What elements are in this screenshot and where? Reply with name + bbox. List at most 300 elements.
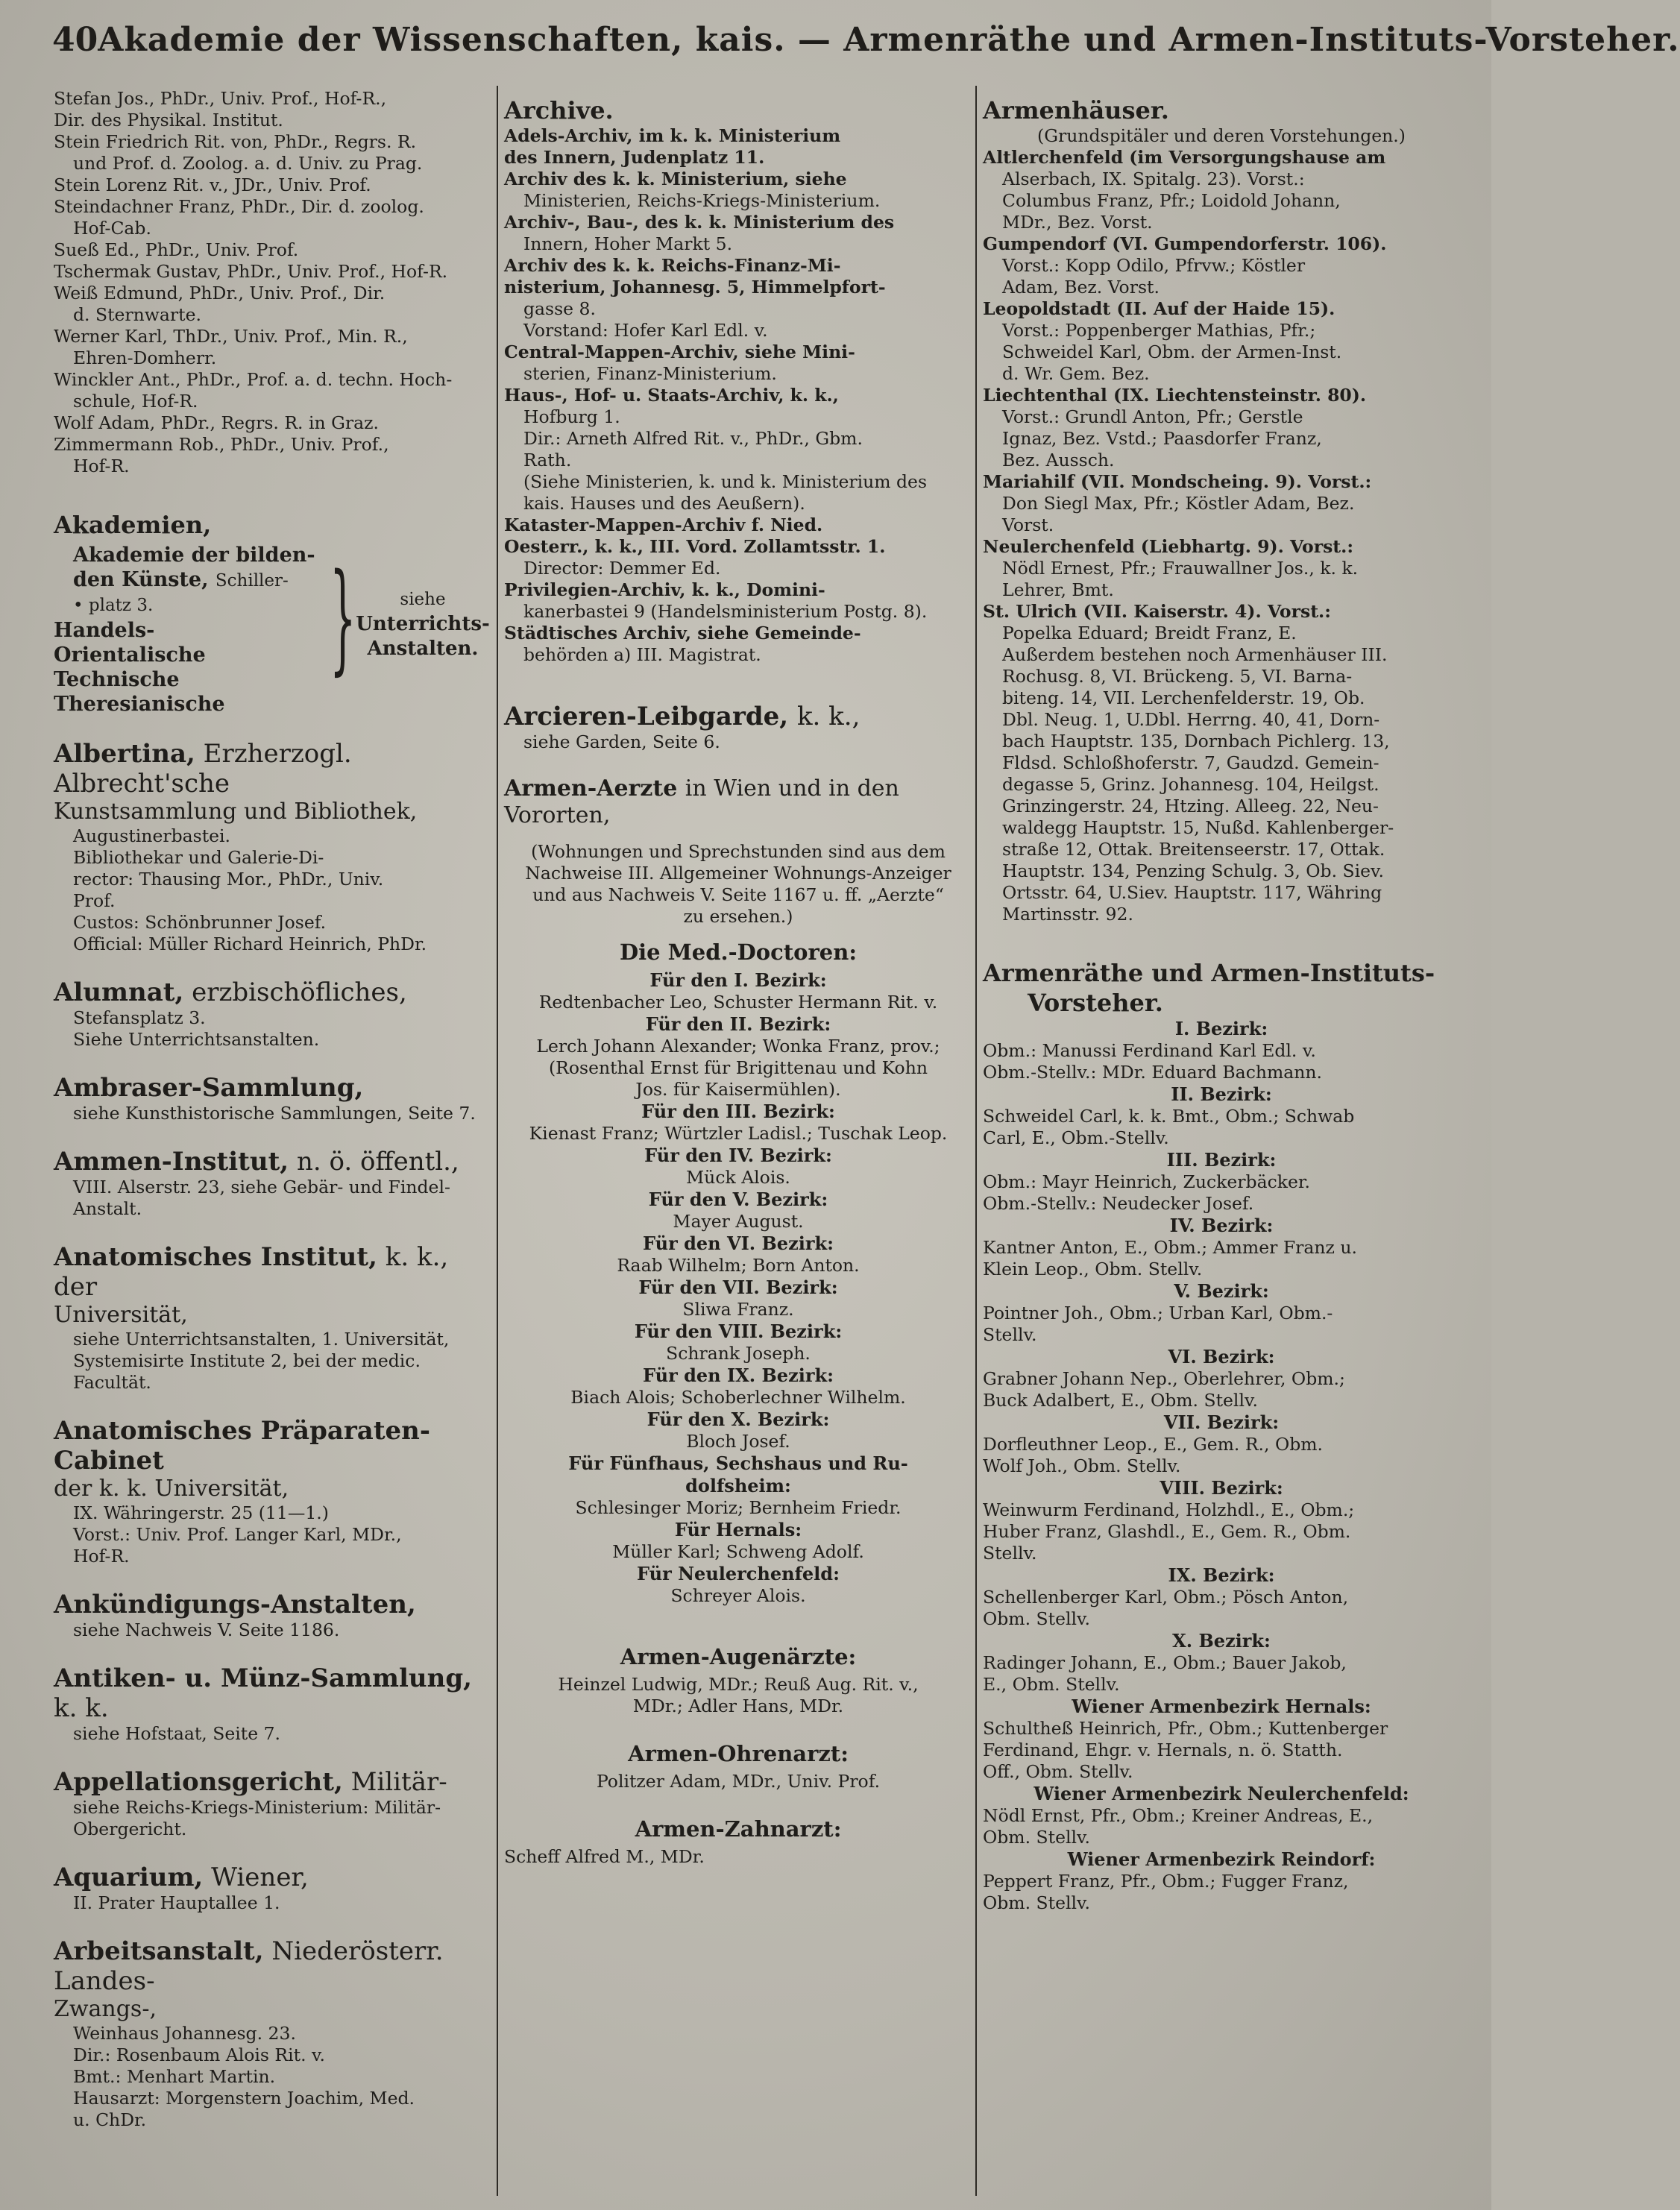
text-line: Sueß Ed., PhDr., Univ. Prof. [54, 239, 299, 260]
district-line: Weinwurm Ferdinand, Holzhdl., E., Obm.; [983, 1499, 1355, 1520]
spacer [54, 1394, 494, 1405]
district-heading: Für den V. Bezirk: [648, 1189, 828, 1210]
spacer [54, 1641, 494, 1653]
archive-list [504, 125, 972, 666]
column-middle [504, 88, 972, 2198]
spacer [54, 1745, 494, 1757]
district-block [504, 969, 972, 1013]
district-line: Bloch Josef. [686, 1431, 790, 1452]
district-heading: Für den VII. Bezirk: [638, 1276, 838, 1298]
archive-line: behörden a) III. Magistrat. [523, 644, 761, 665]
armenhaus-line: Ignaz, Bez. Vstd.; Paasdorfer Franz, [1002, 428, 1322, 449]
entry-line: siehe Hofstaat, Seite 7. [73, 1723, 281, 1744]
akademien-item: Akademie der bilden- [73, 544, 315, 567]
archive-line: gasse 8. [523, 298, 596, 319]
akademien-item: Orientalische [54, 643, 206, 667]
district-heading: III. Bezirk: [1166, 1149, 1277, 1171]
entry-heading [54, 1767, 494, 1797]
district-line: Obm.: Manussi Ferdinand Karl Edl. v. [983, 1040, 1316, 1061]
entry-line: Prof. [73, 890, 116, 911]
entry-line: siehe Nachweis V. Seite 1186. [73, 1619, 340, 1640]
district-block [983, 1280, 1460, 1346]
entry-title: Appellationsgericht, [54, 1767, 343, 1797]
entry-heading [54, 739, 494, 799]
spacer [54, 1220, 494, 1232]
directory-entry [54, 1840, 494, 1914]
entry-title-rest: n. ö. öffentl., [289, 1147, 459, 1177]
text-line: Ehren-Domherr. [73, 347, 217, 368]
entry-line: II. Prater Hauptallee 1. [73, 1892, 280, 1913]
spacer [54, 1914, 494, 1926]
armenhaus-line: Rochusg. 8, VI. Brückeng. 5, VI. Barna- [1002, 666, 1353, 687]
archive-line: Kataster-Mappen-Archiv f. Nied. [504, 514, 823, 535]
text-line: Dir. des Physikal. Institut. [54, 110, 283, 130]
district-line: Schweidel Carl, k. k. Bmt., Obm.; Schwab [983, 1106, 1355, 1127]
district-line: E., Obm. Stellv. [983, 1674, 1120, 1695]
akademien-item: Handels- [54, 619, 155, 642]
arcieren-line: siehe Garden, Seite 6. [523, 731, 720, 752]
column-rule-right [975, 86, 977, 2196]
district-line: Grabner Johann Nep., Oberlehrer, Obm.; [983, 1368, 1345, 1389]
text-line: Winckler Ant., PhDr., Prof. a. d. techn. Hoch- [54, 369, 453, 390]
district-line: (Rosenthal Ernst für Brigittenau und Kohn [549, 1057, 928, 1078]
district-block [504, 1276, 972, 1320]
augen-heading: Armen-Augenärzte: [620, 1644, 857, 1669]
district-block [504, 1232, 972, 1276]
armenhaus-line: Lehrer, Bmt. [1002, 579, 1114, 600]
arcieren-entry: Arcieren-Leibgarde, k. k., [504, 702, 861, 731]
district-block [504, 1408, 972, 1452]
district-block [983, 1564, 1460, 1630]
entry-line: Bmt.: Menhart Martin. [73, 2066, 276, 2087]
district-heading: Wiener Armenbezirk Reindorf: [1067, 1848, 1376, 1870]
armenhaeuser-list [983, 125, 1460, 925]
district-line: Dorfleuthner Leop., E., Gem. R., Obm. [983, 1434, 1324, 1455]
district-heading: VIII. Bezirk: [1160, 1477, 1283, 1499]
entry-title: Antiken- u. Münz-Sammlung, [54, 1663, 472, 1693]
district-block [504, 1013, 972, 1101]
directory-entry [54, 1745, 494, 1840]
text-line: Werner Karl, ThDr., Univ. Prof., Min. R., [54, 326, 408, 347]
entry-line: Vorst.: Univ. Prof. Langer Karl, MDr., [73, 1524, 402, 1545]
district-line: Ferdinand, Ehgr. v. Hernals, n. ö. Statth. [983, 1740, 1343, 1760]
armenhaeuser-heading: Armenhäuser. [983, 96, 1169, 125]
district-line: Biach Alois; Schoberlechner Wilhelm. [570, 1387, 906, 1408]
district-block [504, 1563, 972, 1607]
district-heading: Für den III. Bezirk: [641, 1101, 835, 1122]
district-line: Wolf Joh., Obm. Stellv. [983, 1455, 1181, 1476]
column-rule-left [497, 86, 498, 2196]
entry-title-rest: k. k. [54, 1693, 109, 1723]
entry-line: Hof-R. [73, 1546, 130, 1567]
entry-title-rest: Erzherzogl. Albrecht'sche [54, 739, 352, 799]
armenhaus-line: Vorst.: Kopp Odilo, Pfrvw.; Köstler [1002, 255, 1306, 276]
entry-heading [54, 1147, 494, 1177]
text-line: Zimmermann Rob., PhDr., Univ. Prof., [54, 434, 389, 455]
page-number: 40 [52, 21, 98, 59]
armenhaus-line: Vorst.: Grundl Anton, Pfr.; Gerstle [1002, 406, 1303, 427]
district-line: Schreyer Alois. [670, 1585, 806, 1606]
akademien-list [54, 543, 330, 717]
entry-line: Official: Müller Richard Heinrich, PhDr. [73, 934, 427, 954]
entry-line: Systemisirte Institute 2, bei der medic. [73, 1350, 421, 1371]
entries-list [54, 717, 494, 2131]
armenhaus-line: Schweidel Karl, Obm. der Armen-Inst. [1002, 341, 1342, 362]
note-line: Nachweise III. Allgemeiner Wohnungs-Anzeiger [525, 863, 951, 884]
armenhaus-line: Adam, Bez. Vorst. [1002, 277, 1160, 298]
armenhaus-line: Alserbach, IX. Spitalg. 23). Vorst.: [1002, 169, 1305, 189]
doctor-line: MDr.; Adler Hans, MDr. [632, 1696, 844, 1716]
spacer [54, 955, 494, 967]
armenhaus-line: St. Ulrich (VII. Kaiserstr. 4). Vorst.: [983, 601, 1331, 622]
district-line: Off., Obm. Stellv. [983, 1761, 1133, 1782]
district-block [983, 1346, 1460, 1411]
armenhaus-line: Popelka Eduard; Breidt Franz, E. [1002, 623, 1297, 643]
entry-line: rector: Thausing Mor., PhDr., Univ. [73, 869, 384, 890]
district-heading: Für den I. Bezirk: [649, 969, 827, 991]
armenhaus-line: Außerdem bestehen noch Armenhäuser III. [1002, 644, 1388, 665]
district-block [983, 1630, 1460, 1696]
entry-line: siehe Kunsthistorische Sammlungen, Seite 7. [73, 1103, 476, 1124]
armenhaus-line: Vorst.: Poppenberger Mathias, Pfr.; [1002, 320, 1316, 341]
entry-line: Custos: Schönbrunner Josef. [73, 912, 327, 933]
entry-line: Anstalt. [73, 1198, 142, 1219]
directory-entry [54, 1394, 494, 1567]
entry-line: Weinhaus Johannesg. 23. [73, 2023, 296, 2044]
entry-line: Stefansplatz 3. [73, 1007, 206, 1028]
district-line: Mayer August. [673, 1211, 804, 1232]
akademien-item: Theresianische [54, 693, 225, 716]
text-line: Hof-Cab. [73, 218, 151, 239]
armenhaus-line: Dbl. Neug. 1, U.Dbl. Herrng. 40, 41, Dorn- [1002, 709, 1380, 730]
doctor-line: Scheff Alfred M., MDr. [504, 1846, 705, 1867]
entry-line: Kunstsammlung und Bibliothek, [54, 799, 418, 825]
entry-title: Albertina, [54, 739, 195, 769]
archive-line: Privilegien-Archiv, k. k., Domini- [504, 579, 825, 600]
entry-line: VIII. Alserstr. 23, siehe Gebär- und Findel- [73, 1177, 450, 1197]
aerzte-entry: Armen-Aerzte in Wien und in den [504, 775, 899, 802]
text-line: Stein Friedrich Rit. von, PhDr., Regrs. R. [54, 131, 417, 152]
entry-title: Ammen-Institut, [54, 1147, 289, 1177]
district-line: Obm.-Stellv.: Neudecker Josef. [983, 1193, 1254, 1214]
arcieren-title: Arcieren-Leibgarde, [504, 702, 789, 731]
armenraethe-heading: Armenräthe und Armen-Instituts- Vorsteher. [983, 959, 1435, 1017]
district-line: Müller Karl; Schweng Adolf. [612, 1541, 864, 1562]
district-block [983, 1848, 1460, 1914]
district-heading: dolfsheim: [685, 1475, 791, 1496]
armenhaus-line: Altlerchenfeld (im Versorgungshause am [983, 147, 1386, 168]
armenhaus-line: waldegg Hauptstr. 15, Nußd. Kahlenberger- [1002, 817, 1394, 838]
district-line: Obm. Stellv. [983, 1892, 1090, 1913]
district-line: Redtenbacher Leo, Schuster Hermann Rit. v. [538, 992, 938, 1013]
district-heading: V. Bezirk: [1174, 1280, 1269, 1302]
directory-entry [54, 1051, 494, 1124]
archive-line: Ministerien, Reichs-Kriegs-Ministerium. [523, 190, 881, 211]
armenhaus-line: Gumpendorf (VI. Gumpendorferstr. 106). [983, 233, 1387, 254]
entry-title: Ankündigungs-Anstalten, [54, 1590, 416, 1619]
entry-title-rest: Niederösterr. Landes- [54, 1936, 444, 1996]
armenhaus-line: Columbus Franz, Pfr.; Loidold Johann, [1002, 190, 1341, 211]
archive-line: Archiv-, Bau-, des k. k. Ministerium des [504, 212, 895, 233]
district-heading: VI. Bezirk: [1168, 1346, 1275, 1367]
district-block [504, 1189, 972, 1232]
aerzte-note [504, 841, 972, 928]
archive-line: Archiv des k. k. Reichs-Finanz-Mi- [504, 255, 841, 276]
akademien-item: den Künste, [73, 568, 209, 591]
district-heading: Für den VI. Bezirk: [643, 1232, 834, 1254]
archive-line: kais. Hauses und des Aeußern). [523, 493, 805, 514]
spacer [54, 1567, 494, 1579]
armenhaus-line: straße 12, Ottak. Breitenseerstr. 17, Ottak. [1002, 839, 1385, 860]
text-line: Weiß Edmund, PhDr., Univ. Prof., Dir. [54, 283, 386, 303]
entry-heading [54, 1073, 494, 1103]
district-block [983, 1783, 1460, 1848]
directory-entry [54, 1220, 494, 1394]
archive-line: Archiv des k. k. Ministerium, siehe [504, 169, 847, 189]
district-line: Schlesinger Moriz; Bernheim Friedr. [575, 1497, 902, 1518]
district-line: Schrank Joseph. [666, 1343, 811, 1364]
entry-line: siehe Unterrichtsanstalten, 1. Universität, [73, 1329, 450, 1350]
district-block [504, 1320, 972, 1364]
archive-line: des Innern, Judenplatz 11. [504, 147, 765, 168]
district-block [983, 1696, 1460, 1783]
entry-title: Alumnat, [54, 978, 184, 1007]
archive-line: Innern, Hoher Markt 5. [523, 233, 733, 254]
district-heading: Für den X. Bezirk: [646, 1408, 830, 1430]
entry-title: Arbeitsanstalt, [54, 1936, 264, 1966]
district-line: Kienast Franz; Würtzler Ladisl.; Tuschak Leop. [529, 1123, 948, 1144]
akademien-item: Technische [54, 668, 180, 691]
entry-line: u. ChDr. [73, 2109, 147, 2130]
district-heading: Wiener Armenbezirk Hernals: [1072, 1696, 1371, 1717]
archive-line: Städtisches Archiv, siehe Gemeinde- [504, 623, 861, 643]
archive-line: (Siehe Ministerien, k. und k. Ministerium des [523, 471, 928, 492]
district-line: Raab Wilhelm; Born Anton. [617, 1255, 860, 1276]
district-heading: Für Neulerchenfeld: [637, 1563, 840, 1584]
entry-line: Siehe Unterrichtsanstalten. [73, 1029, 320, 1050]
district-block [983, 1149, 1460, 1215]
entry-heading [54, 1863, 494, 1892]
entry-title-rest: Militär- [342, 1767, 447, 1797]
district-line: Carl, E., Obm.-Stellv. [983, 1127, 1169, 1148]
archive-line: Rath. [523, 450, 572, 470]
district-block [504, 1145, 972, 1189]
district-line: Stellv. [983, 1324, 1037, 1345]
column-right [983, 88, 1460, 2198]
armenhaus-line: MDr., Bez. Vorst. [1002, 212, 1153, 233]
directory-entry [54, 955, 494, 1051]
district-heading: II. Bezirk: [1171, 1083, 1272, 1105]
district-line: Buck Adalbert, E., Obm. Stellv. [983, 1390, 1258, 1411]
district-block [983, 1083, 1460, 1149]
spacer [54, 1051, 494, 1062]
archive-line: Dir.: Arneth Alfred Rit. v., PhDr., Gbm. [523, 428, 863, 449]
text-line: und Prof. d. Zoolog. a. d. Univ. zu Prag. [73, 153, 423, 174]
archive-line: kanerbastei 9 (Handelsministerium Postg. 8). [523, 601, 928, 622]
entry-line: siehe Reichs-Kriegs-Ministerium: Militär- [73, 1797, 441, 1818]
district-line: Jos. für Kaisermühlen). [635, 1079, 841, 1100]
entry-heading [54, 1416, 494, 1476]
archive-line: Oesterr., k. k., III. Vord. Zollamtsstr. 1. [504, 536, 886, 557]
district-line: Obm.-Stellv.: MDr. Eduard Bachmann. [983, 1062, 1323, 1083]
directory-entry [54, 1124, 494, 1220]
armenhaus-line: Fldsd. Schloßhoferstr. 7, Gaudzd. Gemein- [1002, 752, 1379, 773]
spacer [54, 1840, 494, 1852]
district-line: Radinger Johann, E., Obm.; Bauer Jakob, [983, 1652, 1347, 1673]
med-doctors-heading: Die Med.-Doctoren: [619, 939, 858, 965]
archive-line: nisterium, Johannesg. 5, Himmelpfort- [504, 277, 886, 298]
aerzte-line: Vororten, [504, 802, 611, 828]
armenhaus-line: biteng. 14, VII. Lerchenfelderstr. 19, Ob. [1002, 687, 1365, 708]
armenhaus-line: Ortsstr. 64, U.Siev. Hauptstr. 117, Währing [1002, 882, 1382, 903]
armenhaus-line: (Grundspitäler und deren Vorstehungen.) [1037, 125, 1406, 146]
entry-heading [54, 1242, 494, 1302]
entry-title: Ambraser-Sammlung, [54, 1073, 364, 1103]
zahn-heading: Armen-Zahnarzt: [635, 1816, 842, 1842]
district-heading: Für den II. Bezirk: [645, 1013, 831, 1035]
ohren-heading: Armen-Ohrenarzt: [628, 1741, 849, 1766]
district-heading: VII. Bezirk: [1163, 1411, 1280, 1433]
district-heading: Für den IX. Bezirk: [643, 1364, 834, 1386]
archive-line: Central-Mappen-Archiv, siehe Mini- [504, 341, 855, 362]
district-block [504, 1519, 972, 1563]
doctor-line: Heinzel Ludwig, MDr.; Reuß Aug. Rit. v., [558, 1674, 919, 1695]
district-line: Lerch Johann Alexander; Wonka Franz, prov.; [536, 1036, 940, 1057]
entry-line: Facultät. [73, 1372, 151, 1393]
ohren-list [504, 1771, 972, 1792]
akademien-item-address: • platz 3. [73, 596, 154, 615]
entry-heading [54, 1936, 494, 1996]
note-line: (Wohnungen und Sprechstunden sind aus dem [531, 841, 946, 862]
district-line: Mück Alois. [686, 1167, 790, 1188]
zahn-list [504, 1846, 972, 1868]
district-line: Peppert Franz, Pfr., Obm.; Fugger Franz, [983, 1871, 1349, 1892]
armenhaus-line: Vorst. [1002, 514, 1054, 535]
top-continuation [54, 88, 494, 477]
med-districts [504, 969, 972, 1607]
directory-entry [54, 1567, 494, 1641]
text-line: Hof-R. [73, 456, 130, 476]
district-heading: Für den IV. Bezirk: [644, 1145, 832, 1166]
entry-title: Anatomisches Präparaten-Cabinet [54, 1416, 431, 1476]
entry-heading [54, 978, 494, 1007]
akademien-block [54, 543, 494, 717]
archive-line: Adels-Archiv, im k. k. Ministerium [504, 125, 841, 146]
directory-entry [54, 717, 494, 955]
armenhaus-line: Leopoldstadt (II. Auf der Haide 15). [983, 298, 1335, 319]
entry-line: Bibliothekar und Galerie-Di- [73, 847, 324, 868]
text-line: Tschermak Gustav, PhDr., Univ. Prof., Hof-R. [54, 261, 448, 282]
akademien-crossref: siehe Unterrichts- Anstalten. [356, 590, 490, 660]
district-line: Pointner Joh., Obm.; Urban Karl, Obm.- [983, 1303, 1333, 1323]
archive-line: Hofburg 1. [523, 406, 620, 427]
district-block [504, 1452, 972, 1519]
note-line: zu ersehen.) [683, 906, 793, 927]
district-block [983, 1411, 1460, 1477]
entry-title: Anatomisches Institut, [54, 1242, 377, 1272]
armenhaus-line: Martinsstr. 92. [1002, 904, 1133, 925]
district-heading: IX. Bezirk: [1168, 1564, 1275, 1586]
armenhaus-line: Nödl Ernest, Pfr.; Frauwallner Jos., k. k. [1002, 558, 1359, 579]
entry-title-rest: Wiener, [203, 1863, 309, 1892]
district-line: Schellenberger Karl, Obm.; Pösch Anton, [983, 1587, 1349, 1608]
text-line: d. Sternwarte. [73, 304, 201, 325]
archive-line: Director: Demmer Ed. [523, 558, 721, 579]
archive-heading: Archive. [504, 96, 614, 125]
district-line: Klein Leop., Obm. Stellv. [983, 1259, 1203, 1279]
armenhaus-line: degasse 5, Grinz. Johannesg. 104, Heilgst. [1002, 774, 1379, 795]
directory-entry [54, 1641, 494, 1745]
entry-line: Hausarzt: Morgenstern Joachim, Med. [73, 2088, 415, 2109]
doctor-line: Politzer Adam, MDr., Univ. Prof. [596, 1771, 881, 1792]
district-block [983, 1018, 1460, 1083]
district-heading: Wiener Armenbezirk Neulerchenfeld: [1034, 1783, 1409, 1804]
armenraethe-districts [983, 1018, 1460, 1914]
district-block [504, 1101, 972, 1145]
district-line: Obm.: Mayr Heinrich, Zuckerbäcker. [983, 1171, 1311, 1192]
column-left [54, 88, 494, 2198]
archive-line: Vorstand: Hofer Karl Edl. v. [523, 320, 768, 341]
running-title: Akademie der Wissenschaften, kais. — Armenräthe und Armen-Instituts-Vorsteher. [98, 21, 1680, 59]
akademien-item-address: Schiller- [215, 571, 289, 591]
entry-heading [54, 1590, 494, 1619]
district-line: Huber Franz, Glashdl., E., Gem. R., Obm. [983, 1521, 1351, 1542]
district-line: Schultheß Heinrich, Pfr., Obm.; Kuttenberger [983, 1718, 1388, 1739]
entry-line: Dir.: Rosenbaum Alois Rit. v. [73, 2044, 325, 2065]
note-line: und aus Nachweis V. Seite 1167 u. ff. „Aerzte“ [532, 884, 944, 905]
entry-title-rest: k. k., der [54, 1242, 449, 1302]
armenhaus-line: Hauptstr. 134, Penzing Schulg. 3, Ob. Siev. [1002, 860, 1385, 881]
entry-line: der k. k. Universität, [54, 1476, 289, 1502]
armenhaus-line: Mariahilf (VII. Mondscheing. 9). Vorst.: [983, 471, 1372, 492]
district-line: Obm. Stellv. [983, 1608, 1090, 1629]
district-line: Obm. Stellv. [983, 1827, 1090, 1848]
district-heading: X. Bezirk: [1172, 1630, 1271, 1652]
entry-heading [54, 1663, 494, 1723]
entry-line: Universität, [54, 1302, 188, 1328]
armenhaus-line: Liechtenthal (IX. Liechtensteinstr. 80). [983, 385, 1367, 406]
armenhaus-line: Grinzingerstr. 24, Htzing. Alleeg. 22, Neu- [1002, 796, 1379, 816]
district-block [983, 1477, 1460, 1564]
archive-line: sterien, Finanz-Ministerium. [523, 363, 777, 384]
text-line: Stefan Jos., PhDr., Univ. Prof., Hof-R., [54, 88, 387, 109]
district-heading: Für den VIII. Bezirk: [634, 1320, 843, 1342]
page-header [52, 21, 1680, 81]
spacer [54, 1124, 494, 1136]
district-line: Sliwa Franz. [682, 1299, 794, 1320]
district-heading: Für Fünfhaus, Sechshaus und Ru- [568, 1452, 908, 1474]
spacer [54, 717, 494, 728]
entry-title-rest: erzbischöfliches, [183, 978, 407, 1007]
brace-icon: } [330, 547, 356, 687]
district-heading: I. Bezirk: [1174, 1018, 1268, 1039]
aerzte-title: Armen-Aerzte [504, 775, 678, 802]
district-line: Stellv. [983, 1543, 1037, 1564]
directory-entry [54, 1914, 494, 2131]
text-line: Stein Lorenz Rit. v., JDr., Univ. Prof. [54, 174, 371, 195]
district-heading: IV. Bezirk: [1169, 1215, 1274, 1236]
entry-line: IX. Währingerstr. 25 (11—1.) [73, 1502, 329, 1523]
armenhaus-line: bach Hauptstr. 135, Dornbach Pichlerg. 13, [1002, 731, 1390, 752]
entry-line: Augustinerbastei. [73, 825, 231, 846]
armenhaus-line: Neulerchenfeld (Liebhartg. 9). Vorst.: [983, 536, 1354, 557]
district-heading: Für Hernals: [674, 1519, 802, 1540]
armenhaus-line: Bez. Aussch. [1002, 450, 1115, 470]
augen-list [504, 1674, 972, 1717]
entry-line: Obergericht. [73, 1819, 187, 1839]
district-line: Nödl Ernst, Pfr., Obm.; Kreiner Andreas, E., [983, 1805, 1374, 1826]
entry-line: Zwangs-, [54, 1996, 157, 2022]
